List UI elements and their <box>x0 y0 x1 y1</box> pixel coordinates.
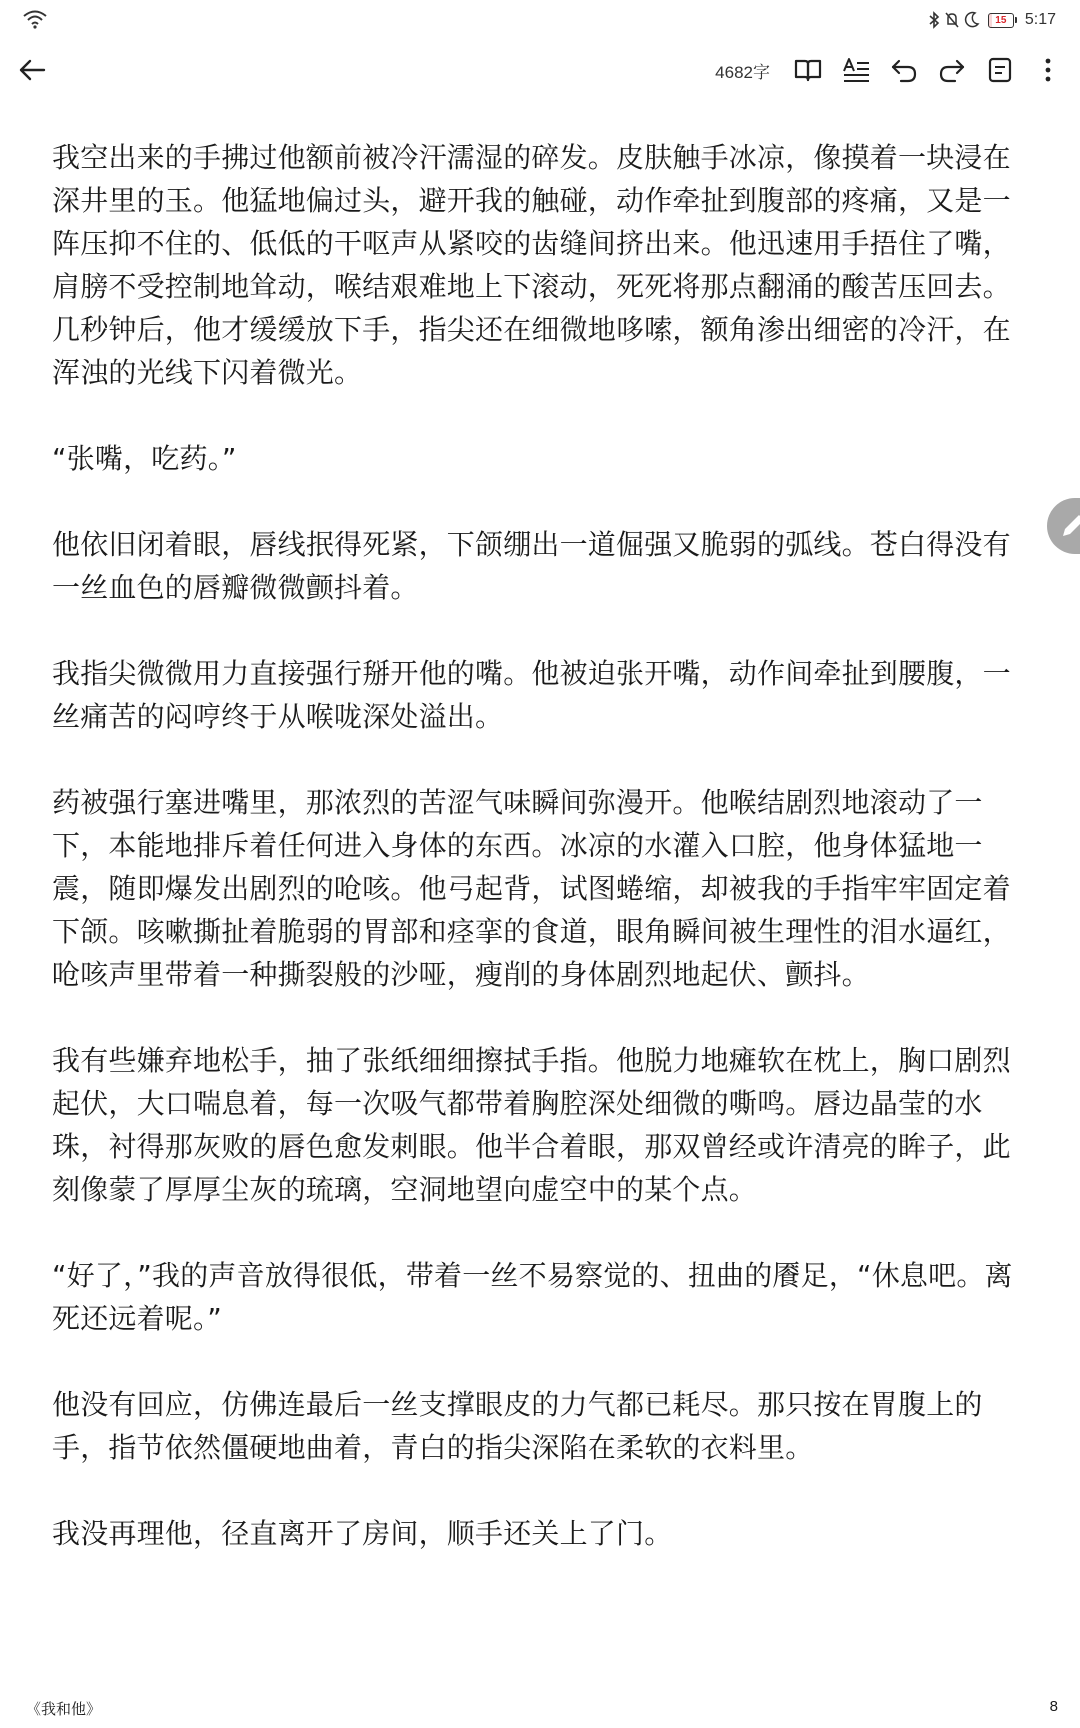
reading-mode-button[interactable] <box>786 48 830 92</box>
paragraph: 我有些嫌弃地松手，抽了张纸细细擦拭手指。他脱力地瘫软在枕上，胸口剧烈起伏，大口喘息着，每一次吸气都带着胸腔深处细微的嘶鸣。唇边晶莹的水珠，衬得那灰败的唇色愈发刺眼。他半合着眼，那双曾经或许清亮的眸子，此刻像蒙了厚厚尘灰的琉璃，空洞地望向虚空中的某个点。 <box>52 1044 1011 1206</box>
redo-button[interactable] <box>930 48 974 92</box>
paragraph: 他依旧闭着眼，唇线抿得死紧，下颌绷出一道倔强又脆弱的弧线。苍白得没有一丝血色的唇瓣微微颤抖着。 <box>52 528 1011 604</box>
status-time: 5:17 <box>1024 11 1056 28</box>
paragraph: 他没有回应，仿佛连最后一丝支撑眼皮的力气都已耗尽。那只按在胃腹上的手，指节依然僵硬地曲着，青白的指尖深陷在柔软的衣料里。 <box>52 1388 983 1464</box>
back-button[interactable] <box>10 48 54 92</box>
more-button[interactable] <box>1026 48 1070 92</box>
paragraph: “张嘴，吃药。” <box>52 442 237 475</box>
battery-icon <box>988 13 1017 28</box>
paragraph: 我指尖微微用力直接强行掰开他的嘴。他被迫张开嘴，动作间牵扯到腰腹，一丝痛苦的闷哼终于从喉咙深处溢出。 <box>52 657 1011 733</box>
wifi-icon <box>22 8 48 30</box>
document-body[interactable] <box>52 136 1024 1598</box>
toolbar <box>0 40 1080 100</box>
text-format-button[interactable] <box>834 48 878 92</box>
redo-icon <box>938 57 966 83</box>
paragraph: 我没再理他，径直离开了房间，顺手还关上了门。 <box>52 1517 673 1550</box>
undo-button[interactable] <box>882 48 926 92</box>
notes-icon <box>987 56 1013 84</box>
paragraph: 我空出来的手拂过他额前被冷汗濡湿的碎发。皮肤触手冰凉，像摸着一块浸在深井里的玉。他猛地偏过头，避开我的触碰，动作牵扯到腹部的疼痛，又是一阵压抑不住的、低低的干呕声从紧咬的齿缝间挤出来。他迅速用手捂住了嘴，肩膀不受控制地耸动，喉结艰难地上下滚动，死死将那点翻涌的酸苦压回去。几秒钟后，他才缓缓放下手，指尖还在细微地哆嗦，额角渗出细密的冷汗，在浑浊的光线下闪着微光。 <box>52 141 1011 389</box>
undo-icon <box>890 57 918 83</box>
battery-level: 15 <box>995 14 1007 26</box>
mute-icon <box>944 11 960 29</box>
page-number: 8 <box>1049 1698 1058 1715</box>
status-bar <box>0 0 1080 40</box>
word-count[interactable]: 4682字 <box>715 62 770 82</box>
floating-pen-button[interactable] <box>1047 498 1080 554</box>
document-title: 《我和他》 <box>26 1700 102 1718</box>
notes-button[interactable] <box>978 48 1022 92</box>
text-format-icon <box>841 57 871 83</box>
moon-icon <box>964 11 980 29</box>
toolbar-actions <box>715 48 1070 92</box>
paragraph: 药被强行塞进嘴里，那浓烈的苦涩气味瞬间弥漫开。他喉结剧烈地滚动了一下，本能地排斥着任何进入身体的东西。冰凉的水灌入口腔，他身体猛地一震，随即爆发出剧烈的呛咳。他弓起背，试图蜷缩，却被我的手指牢牢固定着下颌。咳嗽撕扯着脆弱的胃部和痉挛的食道，眼角瞬间被生理性的泪水逼红，呛咳声里带着一种撕裂般的沙哑，瘦削的身体剧烈地起伏、颤抖。 <box>52 786 1011 991</box>
more-icon <box>1043 56 1053 84</box>
pen-icon <box>1059 512 1080 540</box>
status-icons <box>928 8 1056 32</box>
reading-mode-icon <box>794 57 822 83</box>
paragraph: “好了，”我的声音放得很低，带着一丝不易察觉的、扭曲的餍足，“休息吧。离死还远着呢。” <box>52 1259 1013 1335</box>
bluetooth-icon <box>928 11 940 29</box>
back-arrow-icon <box>18 58 46 82</box>
